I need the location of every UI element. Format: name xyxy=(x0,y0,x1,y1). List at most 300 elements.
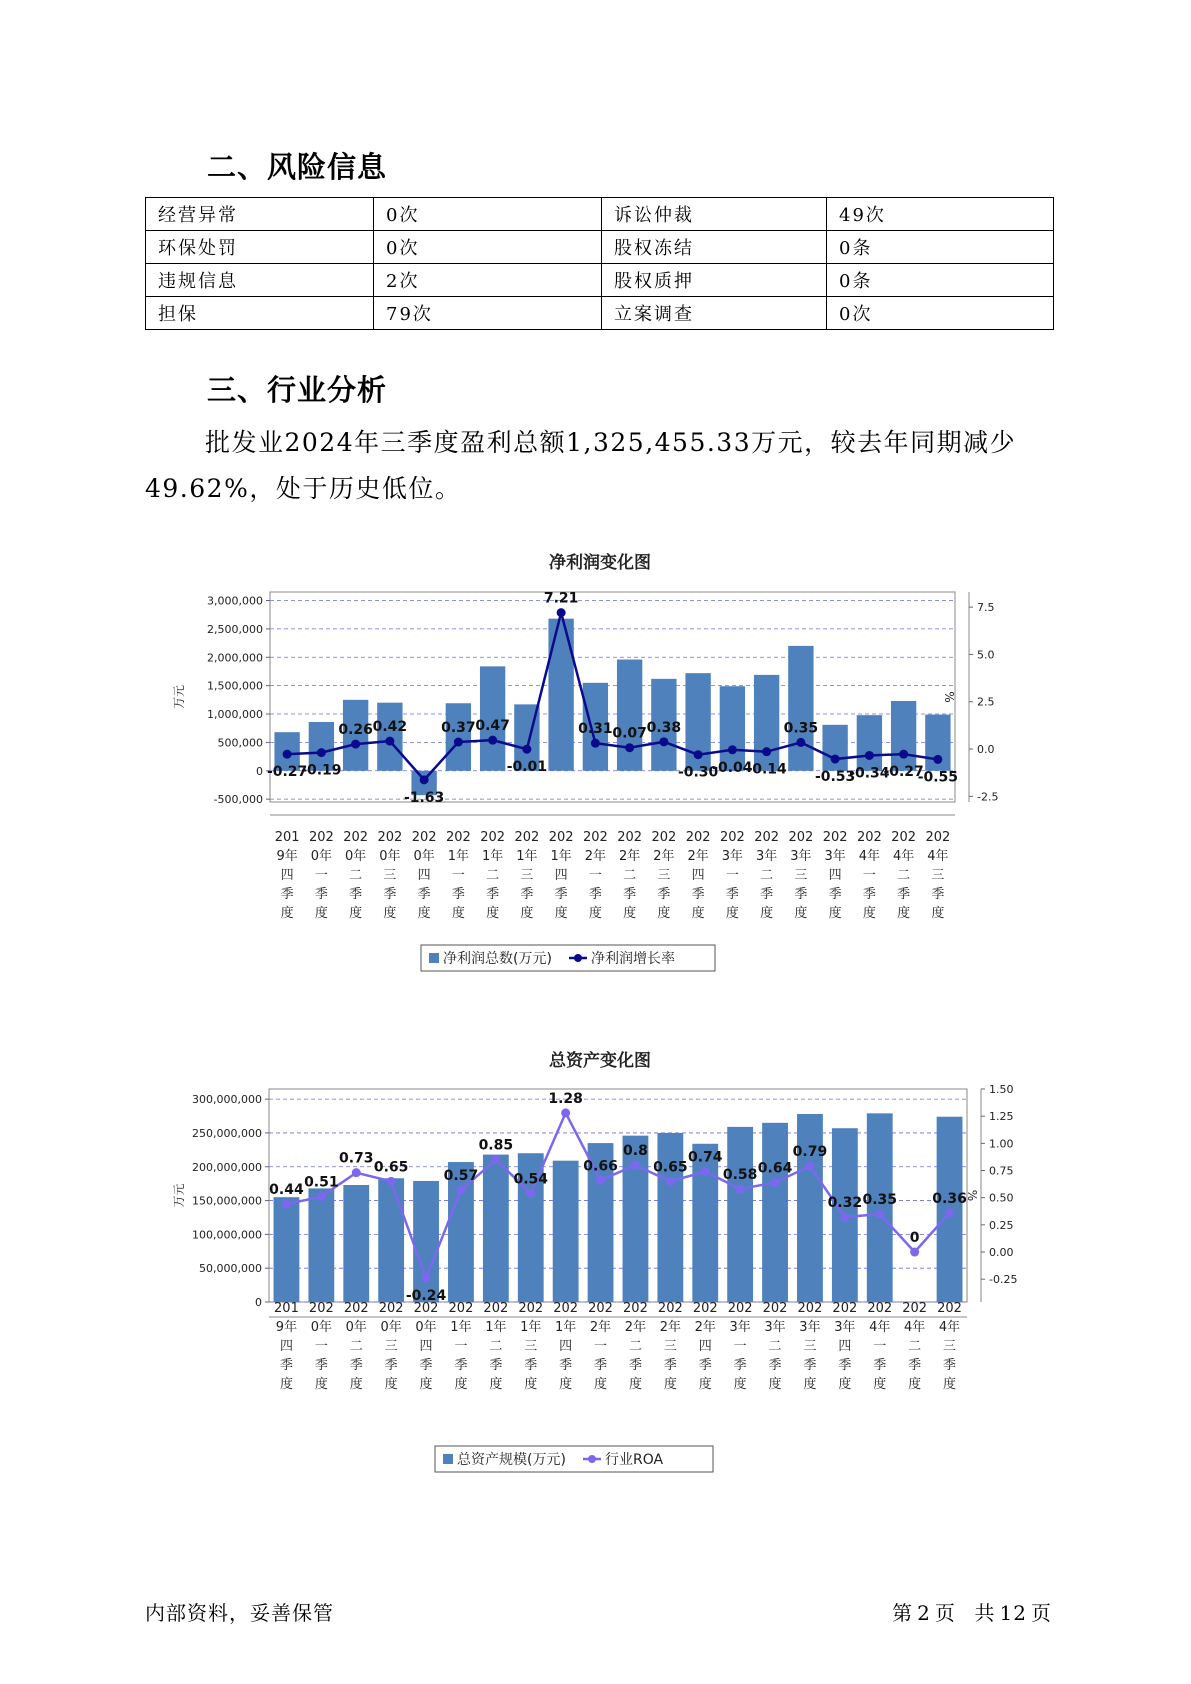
y-tick-label: 150,000,000 xyxy=(192,1194,262,1208)
x-tick-label: 度 xyxy=(454,1377,468,1392)
y-tick-label: 1,000,000 xyxy=(207,708,263,722)
x-tick-label-group xyxy=(518,1301,543,1392)
bar xyxy=(657,1133,683,1302)
x-tick-label-group xyxy=(857,830,882,921)
y-tick-label: -500,000 xyxy=(213,793,263,807)
data-label: 0.47 xyxy=(475,718,510,735)
footer-p4: 页 xyxy=(1031,1601,1052,1625)
x-tick-label: 季 xyxy=(489,1358,503,1373)
x-tick-label: 三 xyxy=(794,868,808,883)
line-point xyxy=(805,1162,814,1171)
x-tick-label: 四 xyxy=(279,1339,293,1354)
legend-line-label: 行业ROA xyxy=(605,1452,664,1468)
x-tick-label-group xyxy=(309,830,334,921)
line-point xyxy=(387,1177,396,1186)
data-label: 0.42 xyxy=(372,719,408,736)
x-tick-label: 3年 xyxy=(824,849,846,864)
x-tick-label: 度 xyxy=(419,1377,433,1392)
x-tick-label-group xyxy=(728,1301,753,1392)
line-point xyxy=(385,737,394,746)
data-label: 0.74 xyxy=(687,1149,723,1166)
line-point xyxy=(694,750,703,759)
x-tick-label-group xyxy=(902,1301,927,1392)
x-tick-label: 四 xyxy=(838,1339,852,1354)
line-point xyxy=(526,1189,535,1198)
x-tick-label-group xyxy=(754,830,779,921)
risk-label: 经营异常 xyxy=(146,198,374,231)
line-point xyxy=(666,1177,675,1186)
x-tick-label: 4年 xyxy=(869,1320,891,1335)
x-tick-label: 季 xyxy=(419,1358,433,1373)
x-tick-label: 度 xyxy=(873,1377,887,1392)
x-tick-label: 2年 xyxy=(653,849,675,864)
x-tick-label-group xyxy=(798,1301,823,1392)
x-tick-label: 四 xyxy=(417,868,431,883)
x-tick-label: 202 xyxy=(343,830,369,845)
x-tick-label: 季 xyxy=(931,887,945,902)
x-tick-label: 3年 xyxy=(729,1320,751,1335)
x-tick-label: 四 xyxy=(419,1339,433,1354)
risk-value: 0次 xyxy=(827,297,1054,330)
x-tick-label: 二 xyxy=(623,868,637,883)
risk-table-row xyxy=(146,231,1054,264)
x-tick-label: 季 xyxy=(314,887,328,902)
y-axis-label: 万元 xyxy=(172,1183,186,1208)
x-tick-label: 202 xyxy=(754,830,780,845)
data-label: 0.73 xyxy=(338,1150,374,1167)
data-label: -0.27 xyxy=(883,764,924,781)
data-label: 0.85 xyxy=(478,1137,514,1154)
line-point xyxy=(875,1209,884,1218)
x-tick-label: 季 xyxy=(559,1358,573,1373)
line-point xyxy=(728,745,737,754)
industry-analysis-paragraph xyxy=(145,420,1025,512)
x-tick-label: 度 xyxy=(588,906,602,921)
x-tick-label: 季 xyxy=(768,1358,782,1373)
risk-label: 股权质押 xyxy=(602,264,827,297)
x-tick-label: 度 xyxy=(897,906,911,921)
legend-line-marker xyxy=(574,954,582,962)
footer-page-number xyxy=(890,1597,1054,1626)
data-label: 0.44 xyxy=(269,1182,304,1199)
x-tick-label: 4年 xyxy=(927,849,949,864)
line-point xyxy=(865,751,874,760)
x-tick-label-group xyxy=(344,1301,369,1392)
y2-tick-label: 1.00 xyxy=(989,1137,1014,1151)
x-tick-label: 3年 xyxy=(799,1320,821,1335)
y2-tick-label: 0.25 xyxy=(989,1218,1014,1232)
x-tick-label: 201 xyxy=(274,1301,299,1316)
bar xyxy=(822,725,847,771)
y2-tick-label: -2.5 xyxy=(977,790,999,804)
x-tick-label-group xyxy=(412,830,437,921)
line-point xyxy=(557,608,566,617)
data-label: 0.35 xyxy=(862,1191,898,1208)
line-point xyxy=(840,1213,849,1222)
x-tick-label: 季 xyxy=(384,1358,398,1373)
risk-label: 诉讼仲裁 xyxy=(602,198,827,231)
y-tick-label: 250,000,000 xyxy=(192,1126,262,1140)
x-tick-label: 度 xyxy=(803,1377,817,1392)
x-tick-label: 度 xyxy=(314,906,328,921)
data-label: 0.8 xyxy=(623,1143,648,1160)
x-tick-label: 季 xyxy=(733,1358,747,1373)
footer-p3: 共 xyxy=(974,1601,996,1625)
y2-tick-label: 1.25 xyxy=(989,1110,1014,1124)
y2-tick-label: 0.0 xyxy=(977,743,995,757)
x-tick-label-group xyxy=(720,830,745,921)
x-tick-label: 4年 xyxy=(938,1320,961,1335)
x-tick-label: 1年 xyxy=(450,1320,472,1335)
risk-value: 0条 xyxy=(827,264,1054,297)
x-tick-label: 四 xyxy=(828,868,842,883)
x-tick-label: 季 xyxy=(663,1358,677,1373)
data-label: -0.30 xyxy=(677,764,719,781)
x-tick-label: 202 xyxy=(308,1301,334,1316)
x-tick-label: 一 xyxy=(314,868,328,883)
x-tick-label: 二 xyxy=(760,868,774,883)
x-tick-label: 一 xyxy=(862,868,876,883)
x-tick-label-group xyxy=(483,1301,508,1392)
x-tick-label: 202 xyxy=(343,1301,369,1316)
x-tick-label: 度 xyxy=(828,906,842,921)
x-tick-label: 一 xyxy=(588,868,602,883)
x-tick-label: 202 xyxy=(448,1301,474,1316)
x-tick-label: 202 xyxy=(445,830,471,845)
x-tick-label: 季 xyxy=(417,887,431,902)
x-tick-label: 1年 xyxy=(447,849,470,864)
y2-tick-label: 0.00 xyxy=(989,1246,1014,1260)
x-tick-label: 4年 xyxy=(892,849,915,864)
x-tick-label: 202 xyxy=(762,1301,788,1316)
footer-p2: 页 xyxy=(934,1601,956,1625)
legend-bar-label: 总资产规模(万元) xyxy=(457,1452,566,1468)
x-tick-label: 度 xyxy=(280,906,294,921)
x-tick-label: 一 xyxy=(594,1339,608,1354)
x-tick-label: 季 xyxy=(897,887,911,902)
data-label: 0.26 xyxy=(338,722,373,739)
bar xyxy=(720,686,745,771)
x-tick-label: 2年 xyxy=(624,1320,647,1335)
legend-line-label: 净利润增长率 xyxy=(591,951,675,967)
bar xyxy=(754,675,779,771)
x-tick-label: 二 xyxy=(897,868,911,883)
x-tick-label-group xyxy=(832,1301,857,1392)
bar xyxy=(617,660,642,771)
data-label: -0.27 xyxy=(266,764,308,781)
y-tick-label: 200,000,000 xyxy=(192,1160,262,1174)
x-tick-label-group xyxy=(686,830,711,921)
x-tick-label: 0年 xyxy=(344,849,367,864)
data-label: -1.63 xyxy=(403,789,445,806)
bar xyxy=(857,715,882,771)
bar xyxy=(553,1161,579,1302)
bar xyxy=(343,1185,369,1302)
line-point xyxy=(317,748,326,757)
x-tick-label: 三 xyxy=(931,868,945,883)
y-tick-label: 50,000,000 xyxy=(199,1262,262,1276)
x-tick-label: 202 xyxy=(925,830,951,845)
x-tick-label: 季 xyxy=(349,887,363,902)
data-label: 7.21 xyxy=(543,590,579,607)
data-label: 0.07 xyxy=(612,725,647,742)
chart-title: 净利润变化图 xyxy=(549,553,651,573)
x-tick-label: 202 xyxy=(308,830,334,845)
x-tick-label: 度 xyxy=(554,906,568,921)
x-tick-label: 202 xyxy=(378,1301,404,1316)
x-tick-label: 季 xyxy=(628,1358,642,1373)
y2-tick-label: 1.50 xyxy=(989,1083,1014,1096)
x-tick-label: 1年 xyxy=(481,849,504,864)
line-point xyxy=(631,1161,640,1170)
risk-value: 0次 xyxy=(374,231,602,264)
x-tick-label: 度 xyxy=(663,1377,677,1392)
x-tick-label: 四 xyxy=(280,868,294,883)
x-tick-label: 2年 xyxy=(589,1320,612,1335)
x-tick-label: 度 xyxy=(520,906,534,921)
data-label: -0.14 xyxy=(746,761,787,778)
x-tick-label-group xyxy=(414,1301,439,1392)
line-point xyxy=(283,750,292,759)
x-tick-label: 度 xyxy=(417,906,431,921)
bar xyxy=(274,1197,300,1302)
x-tick-label: 季 xyxy=(873,1358,887,1373)
x-tick-label: 度 xyxy=(838,1377,852,1392)
x-tick-label: 季 xyxy=(698,1358,712,1373)
risk-info-table xyxy=(145,197,1054,330)
line-point xyxy=(488,736,497,745)
data-label: 0.31 xyxy=(578,721,613,738)
x-tick-label: 202 xyxy=(377,830,403,845)
x-tick-label: 季 xyxy=(794,887,808,902)
data-label: 0.57 xyxy=(443,1168,479,1185)
x-tick-label: 202 xyxy=(937,1301,962,1316)
risk-label: 担保 xyxy=(146,297,374,330)
data-label: -0.55 xyxy=(917,769,959,786)
x-tick-label: 季 xyxy=(862,887,876,902)
bar xyxy=(891,701,916,771)
x-tick-label: 度 xyxy=(943,1377,957,1392)
data-label: -0.34 xyxy=(849,765,890,782)
chart-title: 总资产变化图 xyxy=(549,1051,651,1071)
x-tick-label: 度 xyxy=(725,906,739,921)
x-tick-label: 四 xyxy=(554,868,568,883)
risk-label: 立案调查 xyxy=(602,297,827,330)
y-tick-label: 100,000,000 xyxy=(192,1228,262,1242)
x-tick-label: 201 xyxy=(274,830,300,845)
line-point xyxy=(454,738,463,747)
x-tick-label-group xyxy=(449,1301,474,1392)
x-tick-label: 度 xyxy=(349,906,363,921)
x-tick-label-group xyxy=(617,830,642,921)
x-tick-label: 二 xyxy=(628,1339,642,1354)
y-axis-label: 万元 xyxy=(172,684,186,710)
risk-table-row xyxy=(146,297,1054,330)
para-line-2: 49.62%，处于历史低位。 xyxy=(145,474,462,503)
x-tick-label: 202 xyxy=(797,1301,823,1316)
data-label: 0.32 xyxy=(827,1195,863,1212)
x-tick-label-group xyxy=(823,830,848,921)
x-tick-label: 0年 xyxy=(345,1320,367,1335)
x-tick-label: 季 xyxy=(760,887,774,902)
x-tick-label: 季 xyxy=(908,1358,922,1373)
x-tick-label: 三 xyxy=(663,1339,677,1354)
x-tick-label: 季 xyxy=(520,887,534,902)
line-point xyxy=(317,1192,326,1201)
x-tick-label: 2年 xyxy=(687,849,709,864)
x-tick-label: 度 xyxy=(691,906,705,921)
data-label: 0.38 xyxy=(646,719,682,736)
legend-bar-swatch xyxy=(443,1454,453,1464)
x-tick-label: 度 xyxy=(489,1377,503,1392)
risk-value: 2次 xyxy=(374,264,602,297)
y2-axis-label: % xyxy=(965,1189,979,1202)
line-point xyxy=(771,1178,780,1187)
x-tick-label: 度 xyxy=(384,1377,398,1392)
x-tick-label: 季 xyxy=(454,1358,468,1373)
x-tick-label: 0年 xyxy=(379,849,401,864)
x-tick-label-group xyxy=(514,830,539,921)
risk-label: 违规信息 xyxy=(146,264,374,297)
x-tick-label: 二 xyxy=(486,868,500,883)
risk-value: 79次 xyxy=(374,297,602,330)
x-tick-label: 202 xyxy=(483,1301,509,1316)
x-tick-label-group xyxy=(937,1301,962,1392)
x-tick-label: 3年 xyxy=(755,849,778,864)
risk-value: 0次 xyxy=(374,198,602,231)
x-tick-label: 度 xyxy=(628,1377,642,1392)
x-tick-label: 2年 xyxy=(694,1320,716,1335)
bar xyxy=(797,1114,823,1302)
footer-page: 2 xyxy=(917,1601,931,1625)
line-point xyxy=(625,743,634,752)
y-tick-label: 2,000,000 xyxy=(207,651,263,665)
x-tick-label: 一 xyxy=(733,1339,747,1354)
bar xyxy=(308,1188,334,1302)
x-tick-label-group xyxy=(763,1301,788,1392)
x-tick-label: 度 xyxy=(383,906,397,921)
line-point xyxy=(910,1248,919,1257)
risk-value: 0条 xyxy=(827,231,1054,264)
x-tick-label: 一 xyxy=(451,868,465,883)
data-label: 0.35 xyxy=(783,720,819,737)
x-tick-label: 一 xyxy=(725,868,739,883)
y-tick-label: 300,000,000 xyxy=(192,1093,262,1107)
x-tick-label: 3年 xyxy=(834,1320,856,1335)
x-tick-label: 度 xyxy=(768,1377,782,1392)
line-point xyxy=(351,740,360,749)
x-tick-label: 四 xyxy=(559,1339,573,1354)
bar xyxy=(548,619,573,771)
x-tick-label: 度 xyxy=(451,906,465,921)
x-tick-label: 1年 xyxy=(516,849,538,864)
y2-tick-label: 7.5 xyxy=(977,601,995,615)
x-tick-label: 0年 xyxy=(415,1320,437,1335)
x-tick-label: 0年 xyxy=(413,849,435,864)
x-tick-label: 三 xyxy=(943,1339,957,1354)
x-tick-label: 202 xyxy=(548,830,574,845)
x-tick-label-group xyxy=(549,830,574,921)
risk-table-row xyxy=(146,264,1054,297)
legend-bar-swatch xyxy=(429,953,439,963)
x-tick-label: 一 xyxy=(454,1339,468,1354)
x-tick-label-group xyxy=(343,830,368,921)
risk-label: 环保处罚 xyxy=(146,231,374,264)
x-tick-label: 3年 xyxy=(721,849,744,864)
x-tick-label: 季 xyxy=(623,887,637,902)
x-tick-label: 度 xyxy=(733,1377,747,1392)
x-tick-label-group xyxy=(867,1301,892,1392)
x-tick-label: 度 xyxy=(698,1377,712,1392)
footer-confidential: 内部资料，妥善保管 xyxy=(145,1601,334,1625)
x-tick-label: 1年 xyxy=(555,1320,577,1335)
x-tick-label-group xyxy=(446,830,471,921)
x-tick-label: 0年 xyxy=(380,1320,402,1335)
data-label: 0.65 xyxy=(653,1159,688,1176)
x-tick-label: 202 xyxy=(727,1301,753,1316)
x-tick-label: 季 xyxy=(594,1358,608,1373)
x-tick-label: 202 xyxy=(582,830,608,845)
x-tick-label: 二 xyxy=(349,868,363,883)
x-tick-label: 一 xyxy=(314,1339,328,1354)
x-tick-label: 202 xyxy=(685,830,711,845)
total-assets-chart xyxy=(170,1035,1070,1505)
x-tick-label: 季 xyxy=(314,1358,328,1373)
x-tick-label-group xyxy=(788,830,813,921)
x-tick-label: 2年 xyxy=(618,849,641,864)
x-tick-label: 202 xyxy=(822,830,848,845)
y2-tick-label: 5.0 xyxy=(977,648,995,662)
x-tick-label: 202 xyxy=(514,830,540,845)
bar xyxy=(788,646,813,771)
x-tick-label: 202 xyxy=(651,830,677,845)
x-tick-label: 202 xyxy=(623,1301,648,1316)
x-tick-label: 3年 xyxy=(764,1320,786,1335)
x-tick-label: 1年 xyxy=(550,849,572,864)
y-tick-label: 0 xyxy=(256,764,263,778)
x-tick-label: 季 xyxy=(725,887,739,902)
y2-tick-label: 2.5 xyxy=(977,695,995,709)
x-tick-label: 度 xyxy=(349,1377,363,1392)
line-point xyxy=(701,1167,710,1176)
data-label: 0.54 xyxy=(513,1171,549,1188)
x-tick-label: 202 xyxy=(692,1301,718,1316)
section-title-industry: 三、行业分析 xyxy=(207,373,388,407)
x-tick-label: 度 xyxy=(623,906,637,921)
x-tick-label: 季 xyxy=(280,887,294,902)
x-tick-label: 度 xyxy=(486,906,500,921)
y2-axis-label: % xyxy=(942,691,956,703)
x-tick-label: 202 xyxy=(480,830,506,845)
data-label: 0.79 xyxy=(792,1144,828,1161)
x-tick-label: 9年 xyxy=(276,849,298,864)
x-tick-label-group xyxy=(891,830,916,921)
x-tick-label-group xyxy=(651,830,676,921)
x-tick-label: 一 xyxy=(873,1339,887,1354)
x-tick-label-group xyxy=(377,830,402,921)
data-label: -0.04 xyxy=(712,759,753,776)
line-point xyxy=(561,1108,570,1117)
line-point xyxy=(899,750,908,759)
line-point xyxy=(796,738,805,747)
x-tick-label: 季 xyxy=(691,887,705,902)
bar xyxy=(378,1178,404,1302)
x-tick-label: 2年 xyxy=(659,1320,681,1335)
data-label: 0.37 xyxy=(441,720,476,737)
x-tick-label: 4年 xyxy=(904,1320,926,1335)
x-tick-label: 季 xyxy=(588,887,602,902)
x-tick-label: 季 xyxy=(803,1358,817,1373)
